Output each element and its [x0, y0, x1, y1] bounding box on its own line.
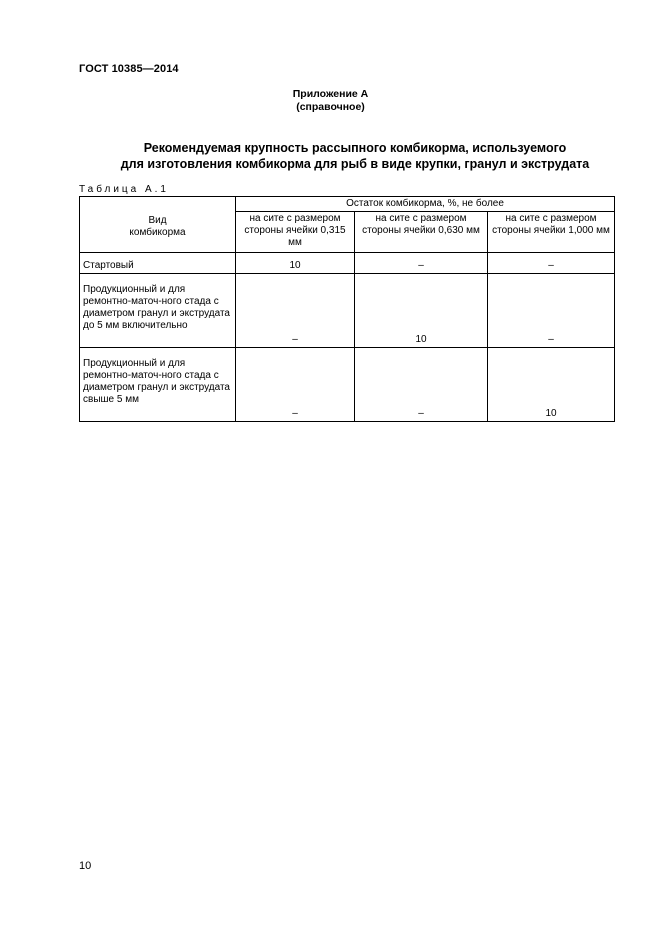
column-header-kind-label: Вид комбикорма: [129, 215, 186, 238]
row-label: Продукционный и для ремонтно-маточ-ного стада с диаметром гранул и экструдата свыше 5 мм: [80, 348, 236, 422]
appendix-kind: (справочное): [296, 101, 365, 113]
table-header-row: [80, 197, 615, 212]
section-title-line-1: Рекомендуемая крупность рассыпного комбикорма, используемого: [143, 141, 567, 155]
section-title: [60, 140, 650, 172]
cell-value: –: [488, 253, 615, 274]
cell-value: 10: [236, 253, 355, 274]
row-label: Стартовый: [80, 253, 236, 274]
cell-value: –: [355, 348, 488, 422]
section-title-line-2: для изготовления комбикорма для рыб в виде крупки, гранул и экструдата: [120, 157, 590, 171]
table-row: [80, 253, 615, 274]
page-number: 10: [79, 860, 92, 872]
table-row: [80, 274, 615, 348]
cell-value: –: [355, 253, 488, 274]
cell-value: –: [236, 274, 355, 348]
row-label: Продукционный и для ремонтно-маточ-ного стада с диаметром гранул и экструдата до 5 мм включительно: [80, 274, 236, 348]
column-header-sieve-0630: на сите с размером стороны ячейки 0,630 мм: [355, 212, 488, 253]
cell-value: –: [488, 274, 615, 348]
column-header-sieve-0315: на сите с размером стороны ячейки 0,315 мм: [236, 212, 355, 253]
cell-value: –: [236, 348, 355, 422]
table-row: [80, 348, 615, 422]
cell-value: 10: [488, 348, 615, 422]
cell-value: 10: [355, 274, 488, 348]
appendix-title: Приложение А: [292, 88, 369, 100]
column-group-header: Остаток комбикорма, %, не более: [236, 197, 615, 212]
document-code: ГОСТ 10385—2014: [79, 63, 179, 75]
column-header-sieve-1000: на сите с размером стороны ячейки 1,000 мм: [488, 212, 615, 253]
feed-size-table: [79, 196, 615, 422]
column-header-kind: [80, 197, 236, 253]
table-caption: Таблица А.1: [79, 184, 169, 195]
